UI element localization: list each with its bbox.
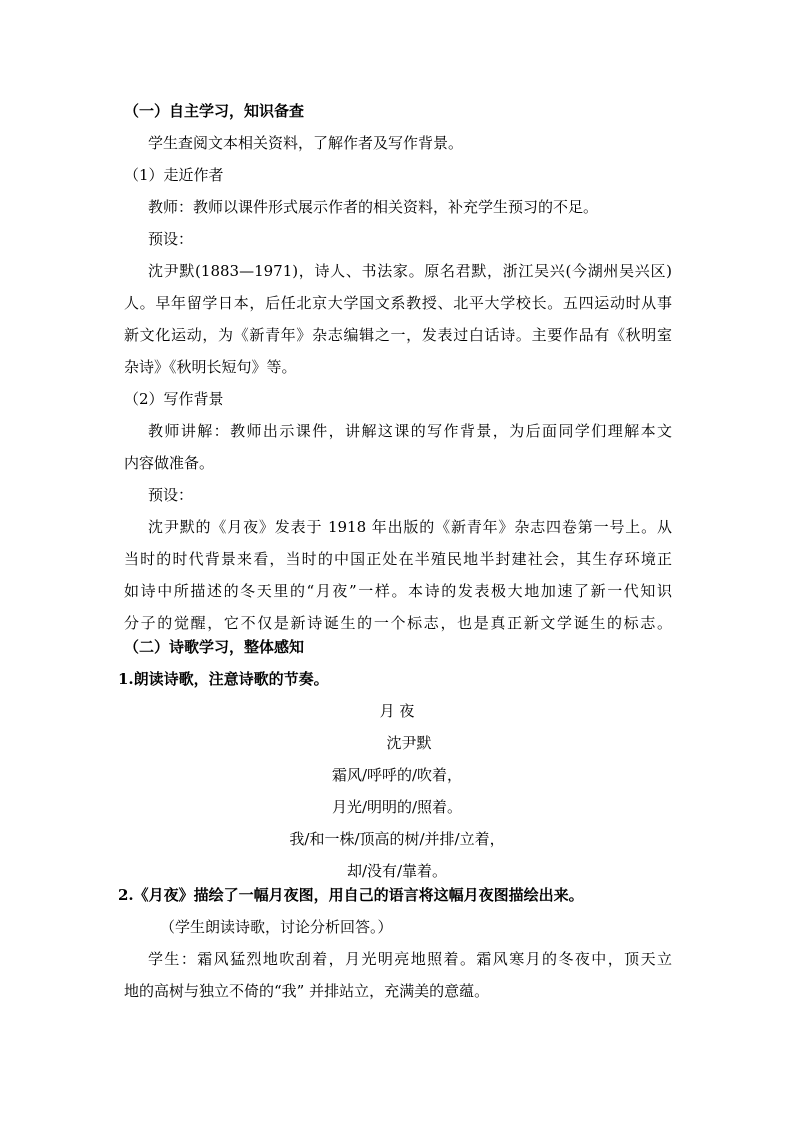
background-line: 当时的时代背景来看，当时的中国正处在半殖民地半封建社会，其生存环境正 (124, 550, 672, 568)
poem-line: 我/和一株/顶高的树/并排/立着， (289, 830, 505, 848)
author-bio-line: 新文化运动，为《新青年》杂志编辑之一，发表过白话诗。主要作品有《秋明室 (124, 326, 672, 344)
list-item-read-poem: 1.朗读诗歌，注意诗歌的节奏。 (118, 670, 329, 688)
student-answer-line: 学生：霜风猛烈地吹刮着，月光明亮地照着。霜风寒月的冬夜中，顶天立 (148, 950, 672, 968)
preset-label: 预设： (148, 230, 194, 248)
section-heading-poem-study: （二）诗歌学习，整体感知 (124, 638, 305, 656)
subheading-background: （2）写作背景 (124, 390, 224, 408)
poem-line: 却/没有/靠着。 (346, 862, 448, 880)
background-line: 如诗中所描述的冬天里的“月夜”一样。本诗的发表极大地加速了新一代知识 (124, 582, 672, 600)
student-activity-note: （学生朗读诗歌，讨论分析回答。） (160, 918, 393, 936)
student-answer-line: 地的高树与独立不倚的“我” 并排站立，充满美的意蕴。 (124, 982, 490, 1000)
list-item-describe-poem: 2.《月夜》描绘了一幅月夜图，用自己的语言将这幅月夜图描绘出来。 (118, 886, 584, 904)
poem-line: 霜风/呼呼的/吹着， (331, 766, 463, 784)
teacher-explain-line: 教师讲解：教师出示课件，讲解这课的写作背景，为后面同学们理解本文 (148, 422, 672, 440)
section-heading-self-study: （一）自主学习，知识备查 (124, 102, 305, 120)
paragraph-student-research: 学生查阅文本相关资料，了解作者及写作背景。 (148, 134, 464, 152)
background-line: 沈尹默的《月夜》发表于 1918 年出版的《新青年》杂志四卷第一号上。从 (148, 518, 672, 536)
background-line: 分子的觉醒，它不仅是新诗诞生的一个标志，也是真正新文学诞生的标志。 (124, 614, 672, 632)
author-bio-line: 沈尹默(1883—1971)，诗人、书法家。原名君默，浙江吴兴(今湖州吴兴区) (148, 262, 672, 280)
poem-line: 月光/明明的/照着。 (331, 798, 463, 816)
author-bio-line: 人。早年留学日本，后任北京大学国文系教授、北平大学校长。五四运动时从事 (124, 294, 672, 312)
teacher-explain-line: 内容做准备。 (124, 454, 215, 472)
preset-label: 预设： (148, 486, 194, 504)
poem-title: 月 夜 (379, 702, 415, 720)
subheading-author: （1）走近作者 (124, 166, 224, 184)
author-bio-line: 杂诗》《秋明长短句》等。 (124, 358, 297, 376)
poem-author: 沈尹默 (386, 734, 432, 752)
paragraph-teacher-author: 教师：教师以课件形式展示作者的相关资料，补充学生预习的不足。 (148, 198, 599, 216)
